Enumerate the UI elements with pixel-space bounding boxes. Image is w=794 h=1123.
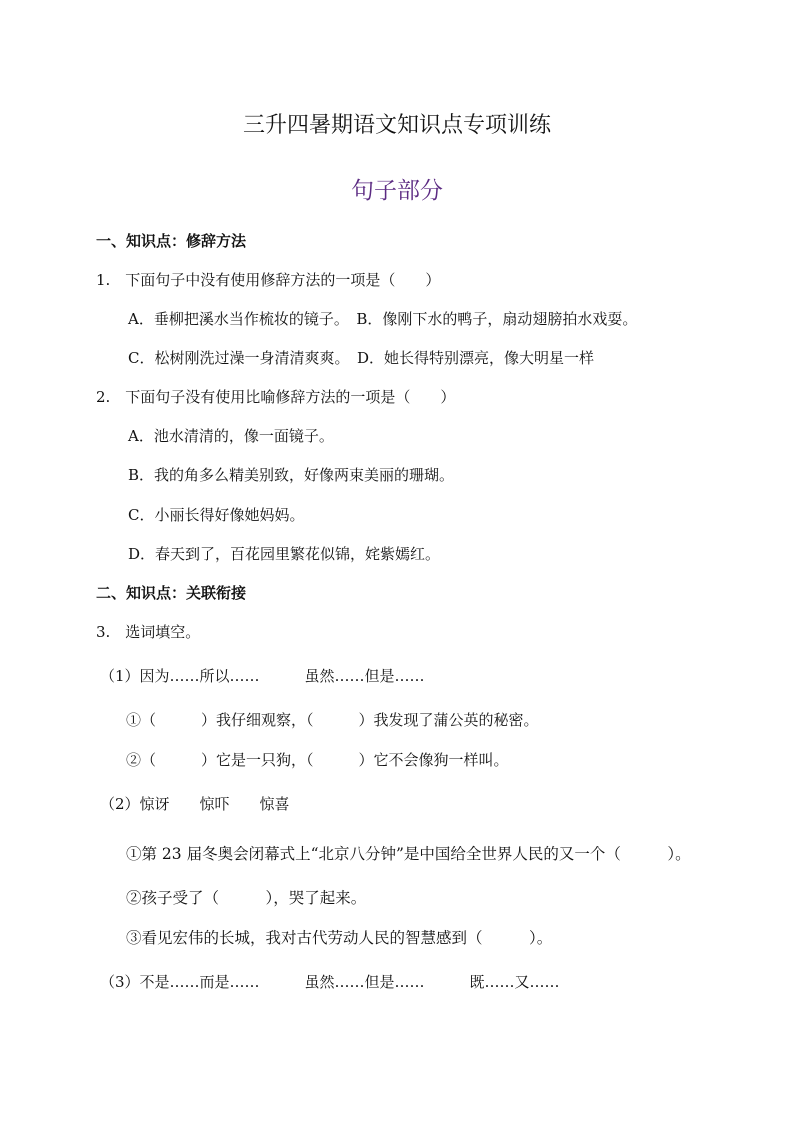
page-subtitle: 句子部分 [351, 178, 443, 204]
question-3-stem: 3. 选词填空。 [96, 623, 201, 641]
question-2-option-c: C．小丽长得好像她妈妈。 [128, 506, 305, 524]
question-2-option-b: B．我的角多么精美别致，好像两束美丽的珊瑚。 [128, 466, 455, 484]
question-3-part-2-words: （2）惊讶 惊吓 惊喜 [100, 795, 290, 813]
question-2-option-d: D．春天到了，百花园里繁花似锦，姹紫嫣红。 [128, 545, 441, 563]
question-3-part-3-words: （3）不是……而是…… 虽然……但是…… 既……又…… [100, 973, 560, 991]
section-heading-conjunctions: 二、知识点：关联衔接 [96, 584, 247, 602]
question-3-part-2-item-1: ①第 23 届冬奥会闭幕式上“北京八分钟”是中国给全世界人民的又一个（ ）。 [126, 845, 691, 863]
question-3-part-1-item-1: ①（ ）我仔细观察，（ ）我发现了蒲公英的秘密。 [126, 711, 539, 729]
page-title: 三升四暑期语文知识点专项训练 [242, 113, 551, 138]
question-3-part-2-item-2: ②孩子受了（ ），哭了起来。 [126, 889, 367, 907]
question-1-options-cd: C．松树刚洗过澡一身清清爽爽。 D．她长得特别漂亮，像大明星一样 [128, 349, 595, 367]
section-heading-rhetoric: 一、知识点：修辞方法 [96, 232, 247, 250]
question-1-options-ab: A．垂柳把溪水当作梳妆的镜子。 B．像刚下水的鸭子，扇动翅膀拍水戏耍。 [128, 310, 638, 328]
question-3-part-1-item-2: ②（ ）它是一只狗，（ ）它不会像狗一样叫。 [126, 751, 509, 769]
question-3-part-2-item-3: ③看见宏伟的长城，我对古代劳动人民的智慧感到（ ）。 [126, 929, 553, 947]
question-2-option-a: A．池水清清的，像一面镜子。 [128, 427, 334, 445]
question-1-stem: 1. 下面句子中没有使用修辞方法的一项是（ ） [96, 271, 441, 289]
question-3-part-1-words: （1）因为……所以…… 虽然……但是…… [100, 667, 425, 685]
question-2-stem: 2. 下面句子没有使用比喻修辞方法的一项是（ ） [96, 388, 456, 406]
